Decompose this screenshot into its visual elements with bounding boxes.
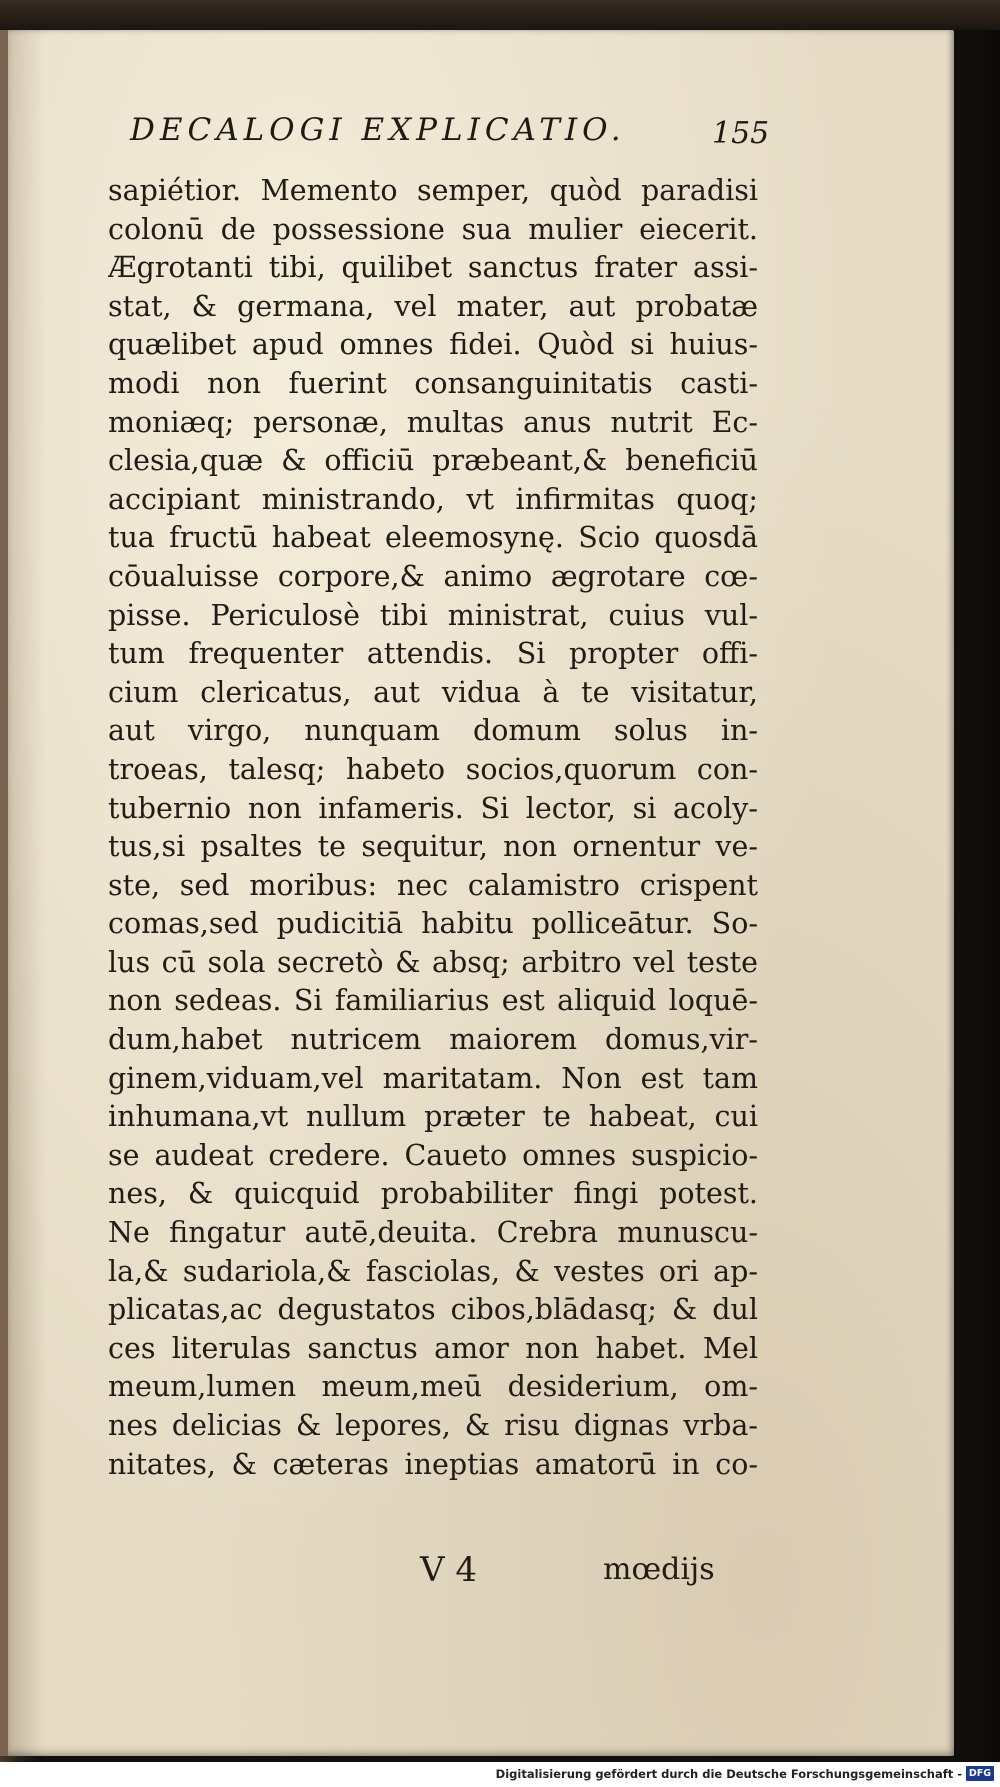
text-line: moniæq; personæ, multas anus nutrit Ec- [108,405,758,439]
text-line: ste, sed moribus: nec calamistro crispent [108,868,758,902]
text-line: Ne fingatur autē,deuita. Crebra munuscu- [108,1216,758,1250]
text-line: accipiant ministrando, vt infirmitas quoq; [108,482,758,516]
text-line: tubernio non infameris. Si lector, si acoly- [108,791,758,825]
text-line: modi non fuerint consanguinitatis casti- [108,366,758,400]
text-line: meum,lumen meum,meū desiderium, om- [108,1370,758,1404]
text-line: dum,habet nutricem maiorem domus,vir- [108,1023,758,1057]
running-head: DECALOGI EXPLICATIO. [130,112,626,148]
text-line: quælibet apud omnes fidei. Quòd si huius- [108,328,758,362]
signature-mark: V 4 [420,1550,477,1590]
text-line: non sedeas. Si familiarius est aliquid loquē- [108,984,758,1018]
text-line: plicatas,ac degustatos cibos,blādasq; & dul [108,1293,758,1327]
text-line: colonū de possessione sua mulier eiecerit. [108,212,758,246]
text-line: tus,si psaltes te sequitur, non ornentur ve- [108,830,758,864]
page-number: 155 [712,116,770,151]
text-line: stat, & germana, vel mater, aut probatæ [108,289,758,323]
text-line: clesia,quæ & officiū præbeant,& beneficiū [108,444,758,478]
page-left-edge [0,30,8,1756]
text-line: troeas, talesq; habeto socios,quorum con- [108,752,758,786]
text-line: tum frequenter attendis. Si propter offi- [108,637,758,671]
text-line: Ægrotanti tibi, quilibet sanctus frater assi- [108,251,758,285]
dfg-logo-icon: DFG [966,1766,994,1781]
text-line: ginem,viduam,vel maritatam. Non est tam [108,1061,758,1095]
text-line: lus cū sola secretò & absq; arbitro vel teste [108,945,758,979]
text-line: cōualuisse corpore,& animo ægrotare cœ- [108,559,758,593]
text-line: nes, & quicquid probabiliter fingi potest. [108,1177,758,1211]
text-line: aut virgo, nunquam domum solus in- [108,714,758,748]
text-line: inhumana,vt nullum præter te habeat, cui [108,1100,758,1134]
text-line: pisse. Periculosè tibi ministrat, cuius vul- [108,598,758,632]
text-line: se audeat credere. Caueto omnes suspicio- [108,1138,758,1172]
text-line: tua fructū habeat eleemosynę. Scio quosdā [108,521,758,555]
text-line: nitates, & cæteras ineptias amatorū in co- [108,1447,758,1481]
body-text [108,172,758,1484]
text-line: comas,sed pudicitiā habitu polliceātur. So- [108,907,758,941]
text-line: la,& sudariola,& fasciolas, & vestes ori ap- [108,1254,758,1288]
footer-credit: Digitalisierung gefördert durch die Deutsche Forschungsgemeinschaft - [495,1767,962,1781]
text-line: sapiétior. Memento semper, quòd paradisi [108,174,758,207]
catchword: mœdijs [603,1552,715,1587]
text-line: ces literulas sanctus amor non habet. Mel [108,1331,758,1365]
text-line: nes delicias & lepores, & risu dignas vrba- [108,1409,758,1442]
text-line: cium clericatus, aut vidua à te visitatur, [108,675,758,709]
scan-top-edge [0,0,1000,30]
